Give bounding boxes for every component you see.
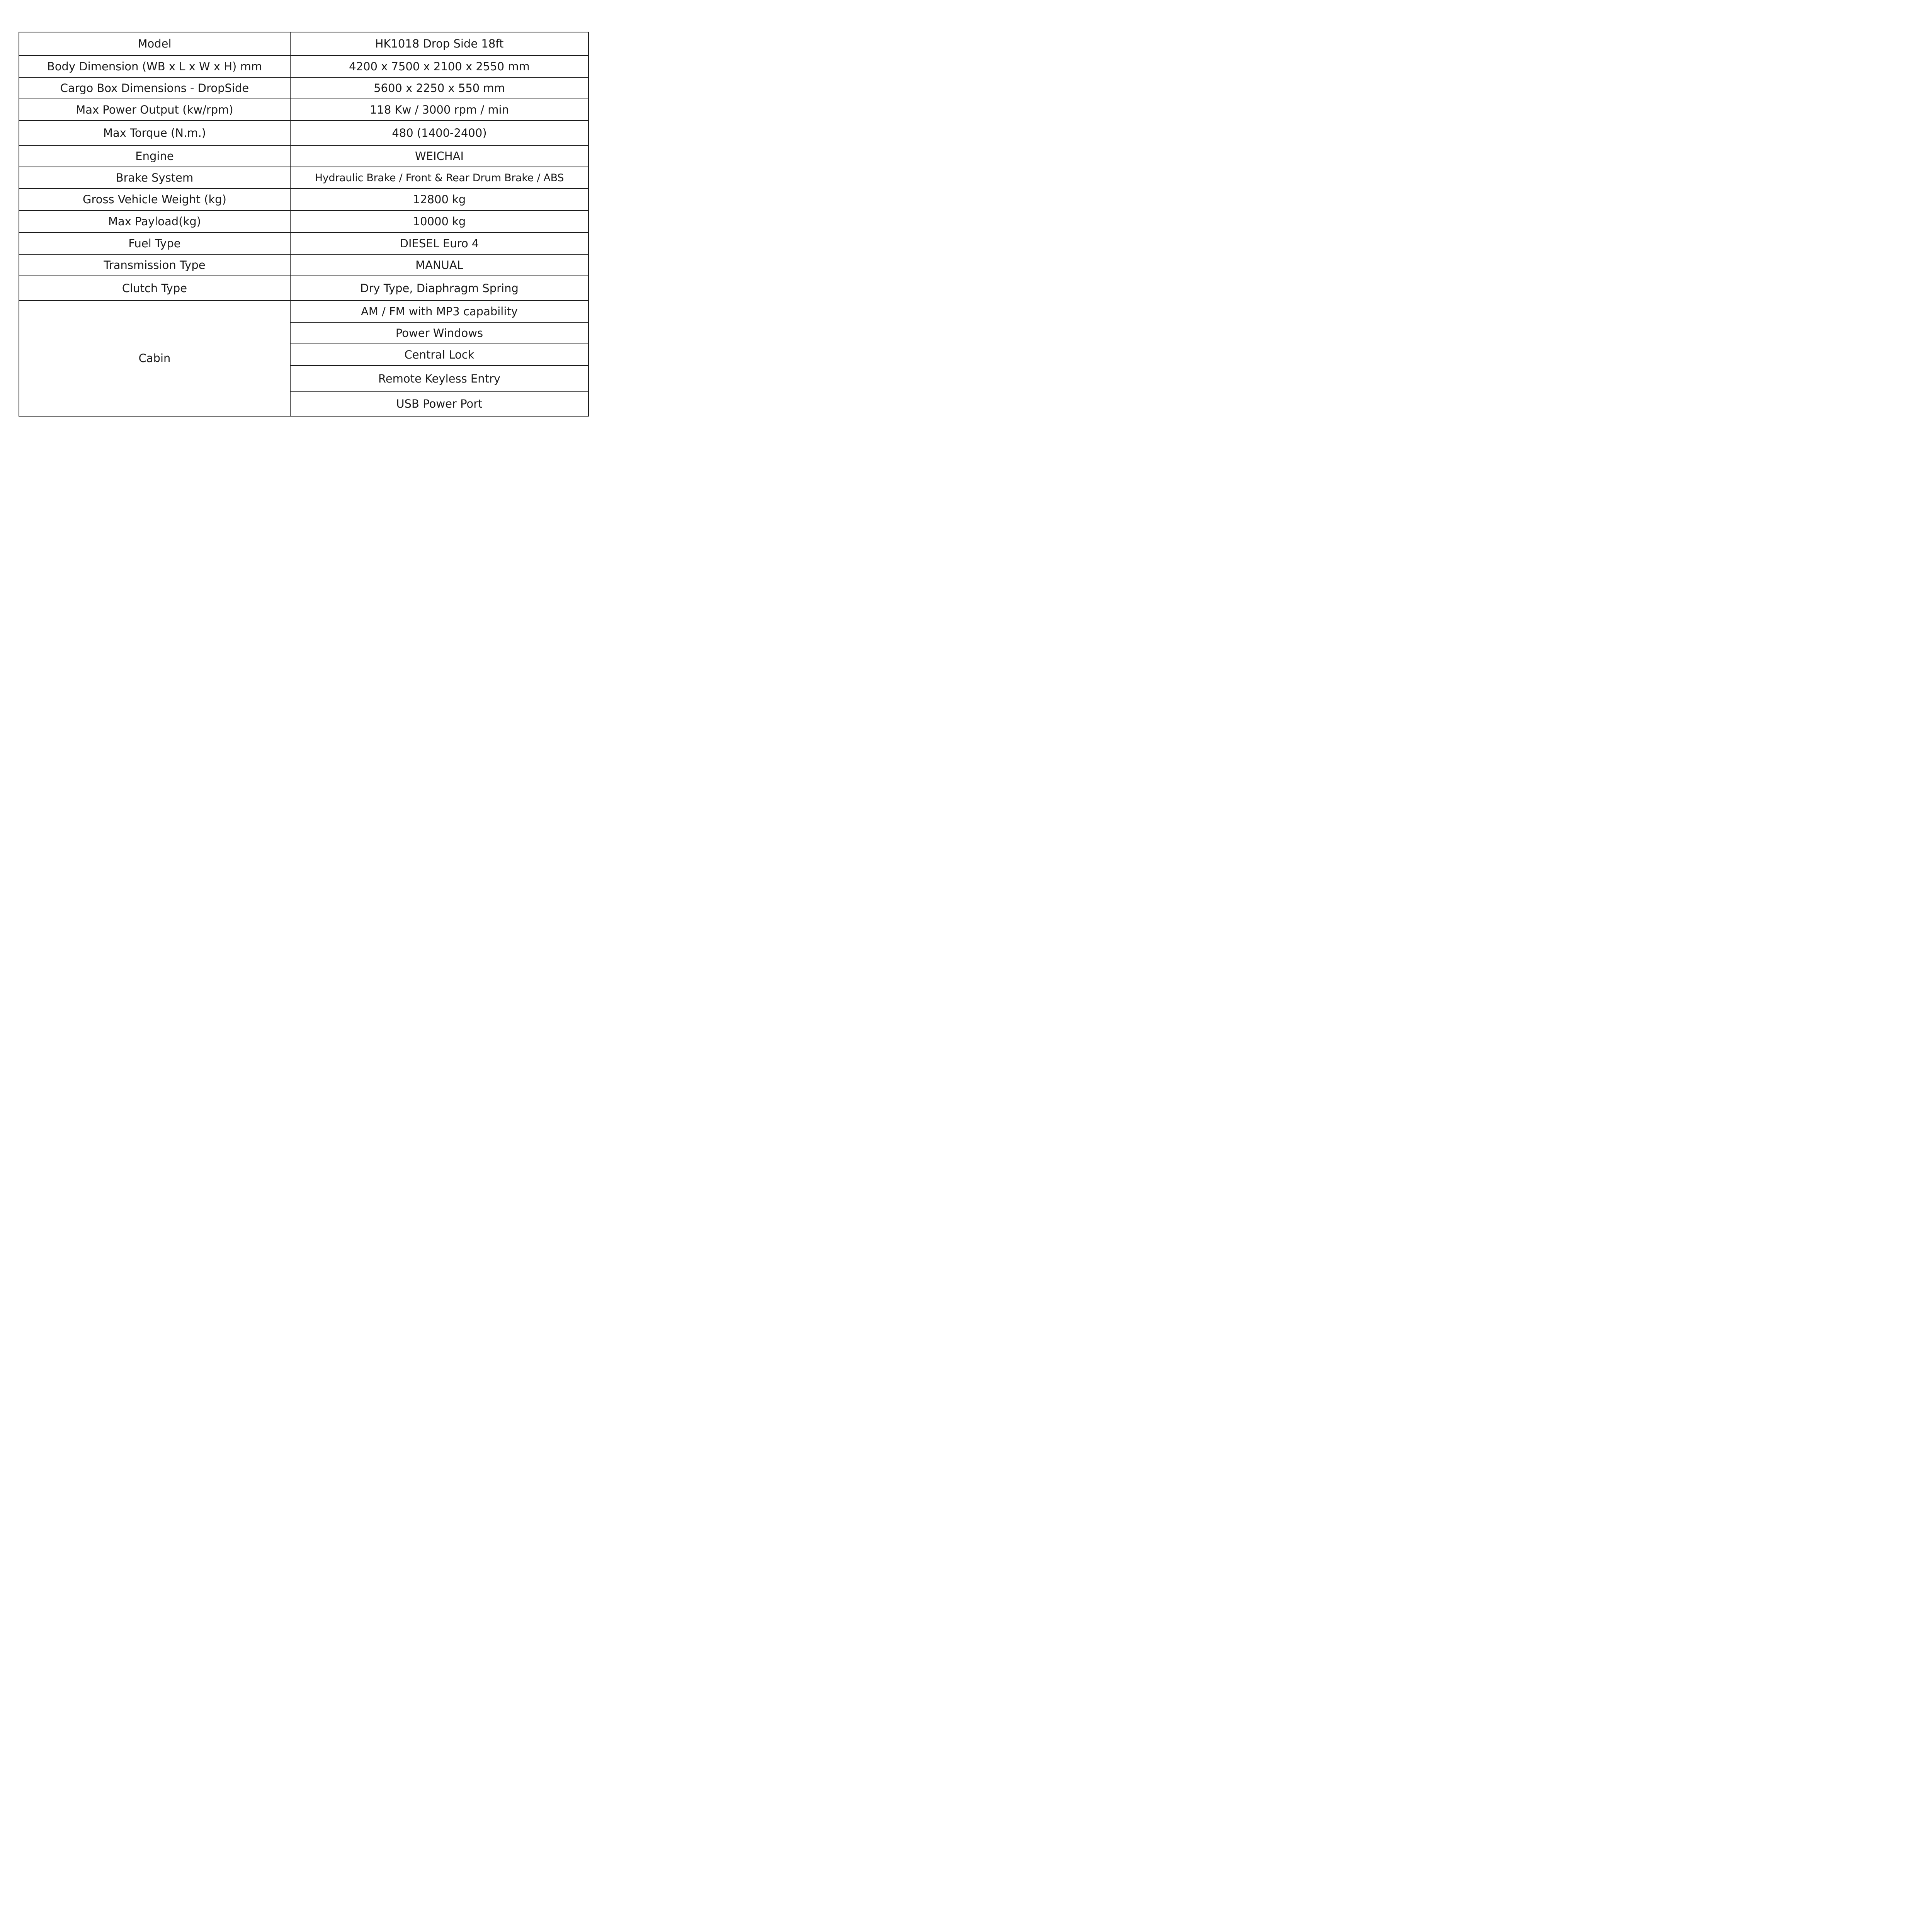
cabin-feature: Power Windows (290, 322, 588, 344)
spec-row-transmission-type (19, 254, 588, 276)
spec-label: Fuel Type (19, 233, 290, 254)
spec-label: Cargo Box Dimensions - DropSide (19, 77, 290, 99)
spec-label: Clutch Type (19, 276, 290, 301)
spec-row-gross-vehicle-weight (19, 189, 588, 211)
spec-label: Max Power Output (kw/rpm) (19, 99, 290, 121)
spec-row-model (19, 32, 588, 56)
spec-value: DIESEL Euro 4 (290, 233, 588, 254)
spec-label: Body Dimension (WB x L x W x H) mm (19, 56, 290, 77)
spec-label: Transmission Type (19, 254, 290, 276)
spec-value: WEICHAI (290, 145, 588, 167)
spec-row-brake-system (19, 167, 588, 189)
spec-value: Hydraulic Brake / Front & Rear Drum Brake / ABS (290, 167, 588, 189)
spec-value: Dry Type, Diaphragm Spring (290, 276, 588, 301)
spec-row-fuel-type (19, 233, 588, 254)
spec-label: Model (19, 32, 290, 56)
spec-label: Max Payload(kg) (19, 211, 290, 233)
spec-row-engine (19, 145, 588, 167)
spec-value: 5600 x 2250 x 550 mm (290, 77, 588, 99)
spec-value: 4200 x 7500 x 2100 x 2550 mm (290, 56, 588, 77)
spec-value: 12800 kg (290, 189, 588, 211)
spec-value: MANUAL (290, 254, 588, 276)
spec-row-max-payload (19, 211, 588, 233)
cabin-feature: Remote Keyless Entry (290, 366, 588, 392)
spec-label: Max Torque (N.m.) (19, 121, 290, 145)
cabin-feature: AM / FM with MP3 capability (290, 301, 588, 322)
spec-label: Brake System (19, 167, 290, 189)
spec-row-max-power (19, 99, 588, 121)
spec-row-clutch-type (19, 276, 588, 301)
spec-value: 10000 kg (290, 211, 588, 233)
spec-row-cabin (19, 301, 588, 322)
spec-value: HK1018 Drop Side 18ft (290, 32, 588, 56)
spec-row-cargo-box (19, 77, 588, 99)
cabin-label: Cabin (19, 301, 290, 416)
spec-row-body-dimension (19, 56, 588, 77)
spec-value: 118 Kw / 3000 rpm / min (290, 99, 588, 121)
cabin-feature: Central Lock (290, 344, 588, 366)
spec-label: Engine (19, 145, 290, 167)
spec-row-max-torque (19, 121, 588, 145)
spec-table (19, 32, 589, 417)
cabin-feature: USB Power Port (290, 392, 588, 416)
spec-value: 480 (1400-2400) (290, 121, 588, 145)
spec-label: Gross Vehicle Weight (kg) (19, 189, 290, 211)
